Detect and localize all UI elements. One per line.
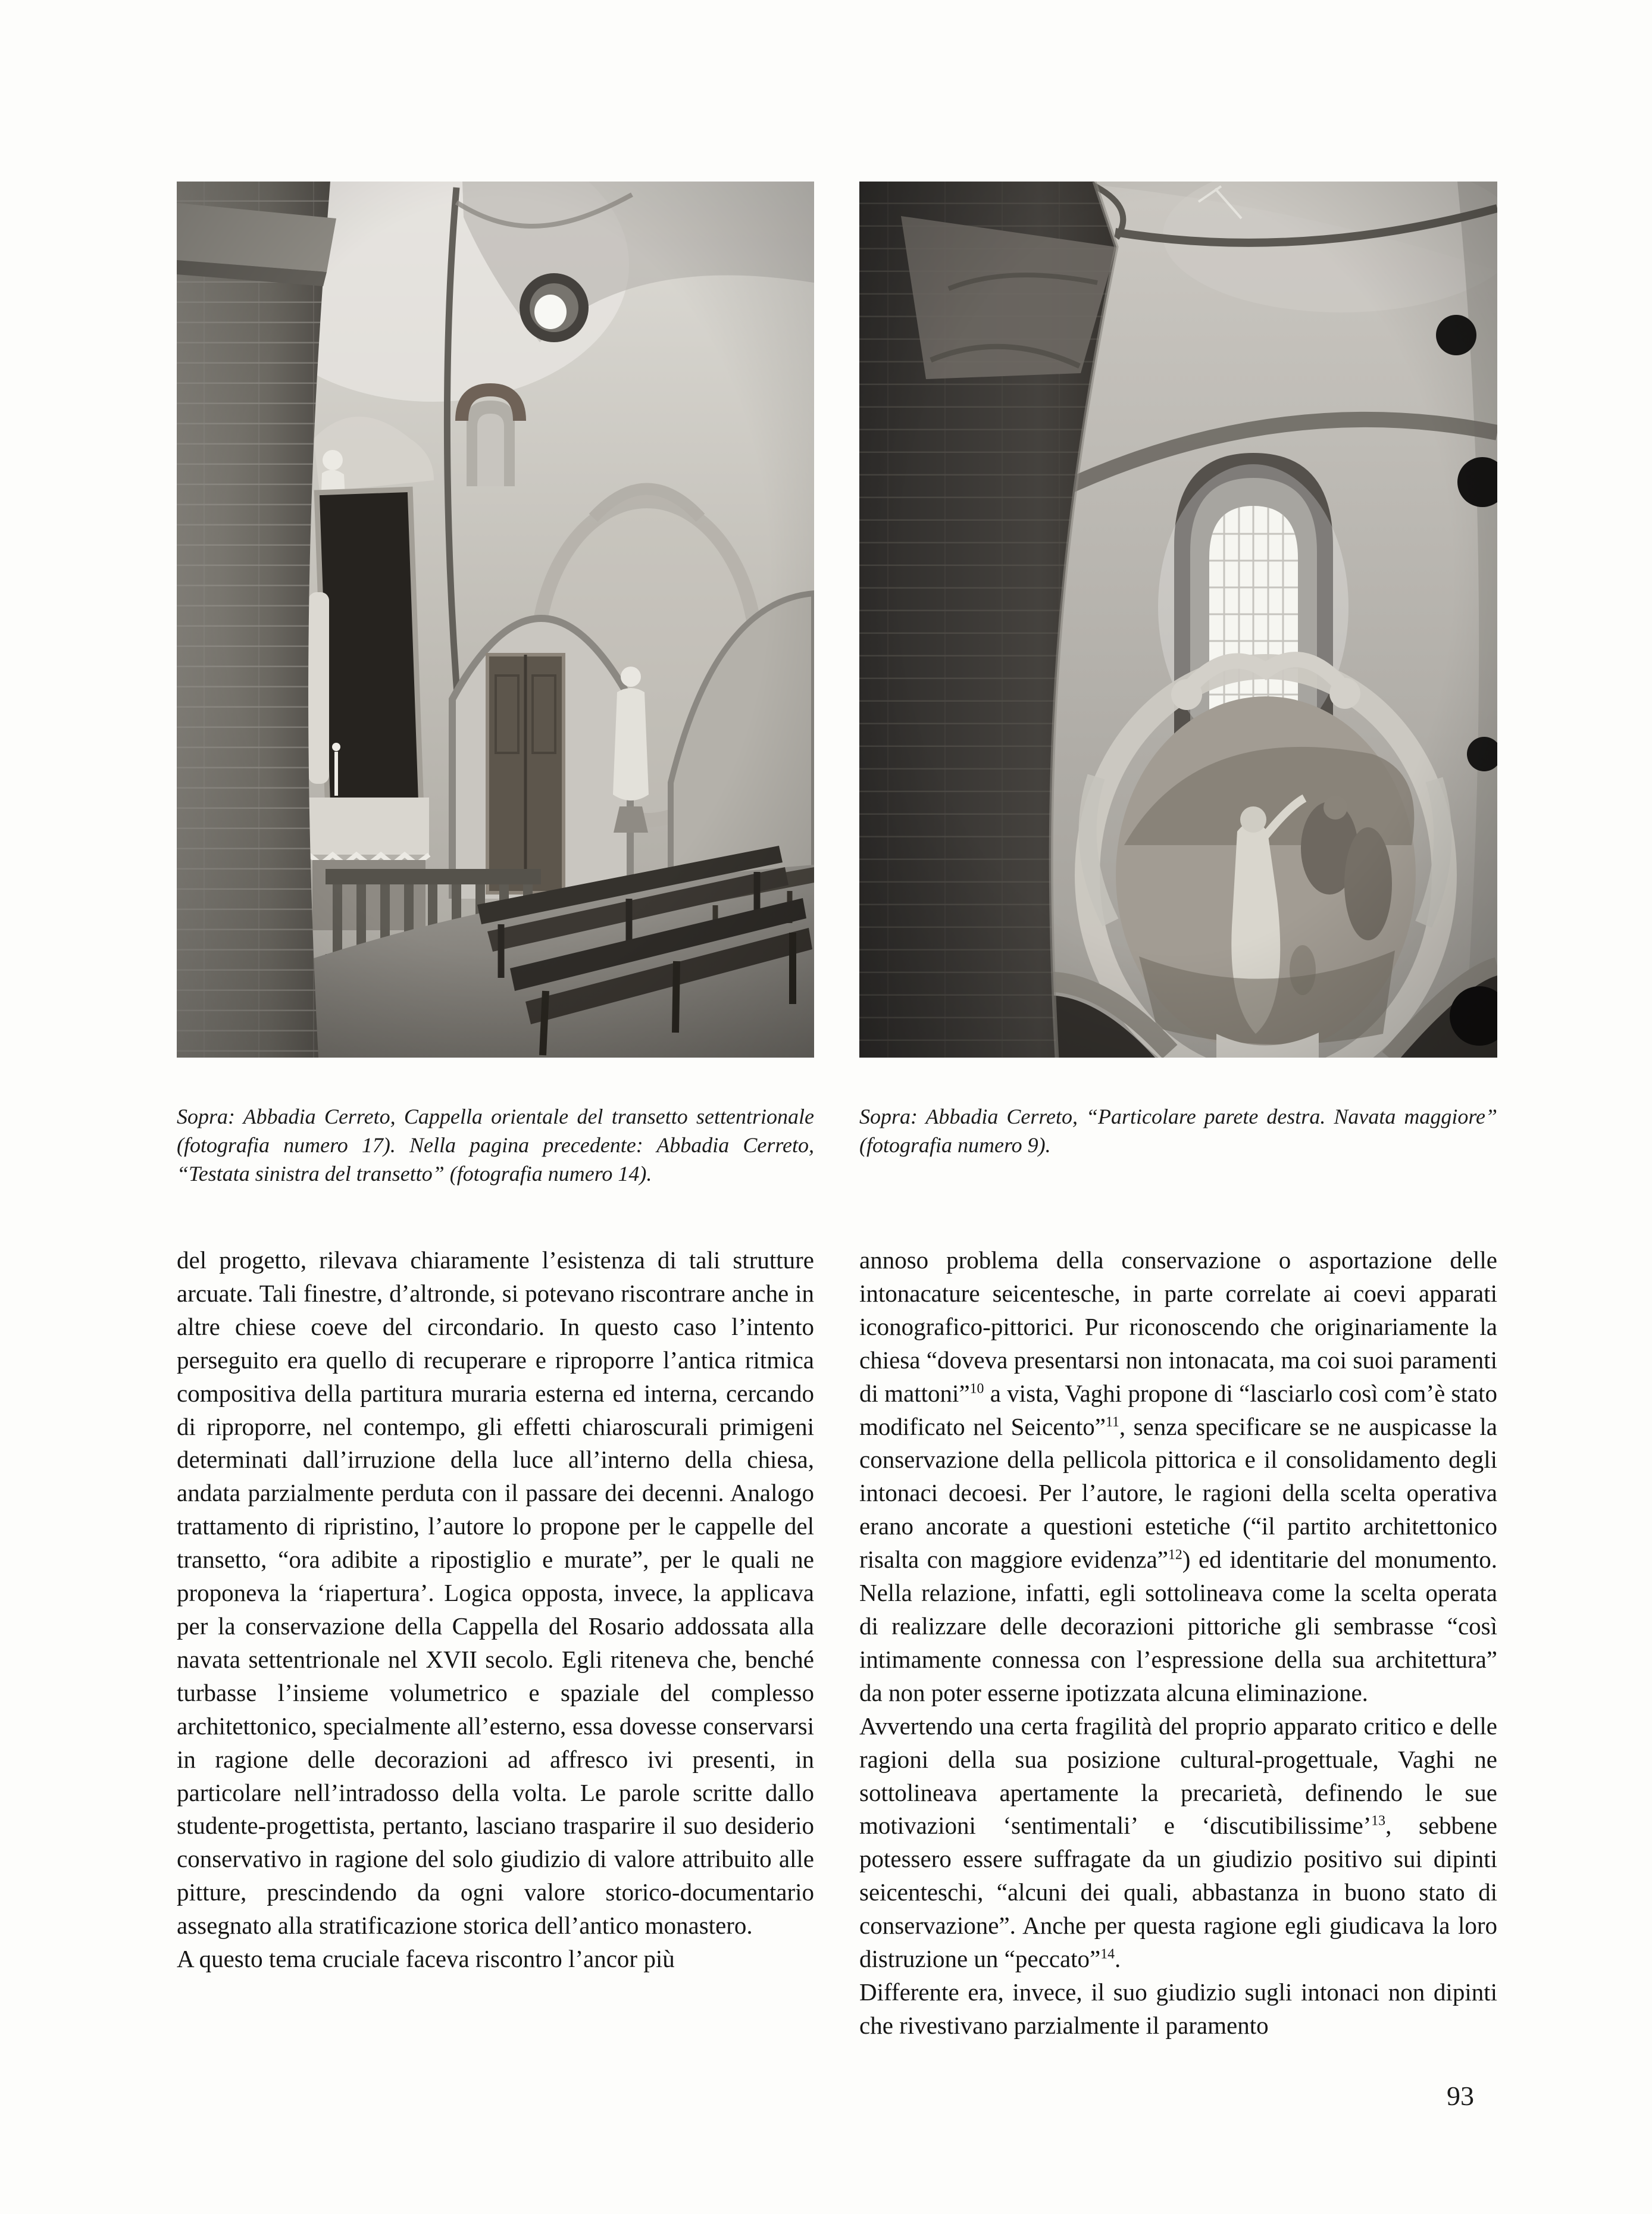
paragraph: A questo tema cruciale faceva riscontro l’ancor più	[177, 1945, 675, 1973]
text-column-left	[177, 1244, 814, 1976]
text-column-right	[859, 1244, 1497, 2043]
paragraph: Differente era, invece, il suo giudizio sugli intonaci non dipinti che rivestivano parzialmente il paramento	[859, 1978, 1497, 2039]
caption-left-photo: Sopra: Abbadia Cerreto, Cappella orientale del transetto settentrionale (fotografia numero 17). Nella pagina precedente: Abbadia Cerreto, “Testata sinistra del transetto” (fotografia numero 14).	[177, 1105, 814, 1186]
paragraph: del progetto, rilevava chiaramente l’esistenza di tali strutture arcuate. Tali finestre, d’altronde, si potevano riscontrare anche in altre chiese coeve del circondario. In questo caso l’intento perseguito era quello di recuperare e riproporre l’antica ritmica compositiva della partitura muraria esterna ed interna, cercando di riproporre, nel contempo, gli effetti chiaroscurali primigeni determinati dall’irruzione della luce all’interno della chiesa, andata parzialmente perduta con il passare dei decenni. Analogo trattamento di ripristino, l’autore lo propone per le cappelle del transetto, “ora adibite a ripostiglio e murate”, per le quali ne proponeva la ‘riapertura’. Logica opposta, invece, la applicava per la conservazione della Cappella del Rosario addossata alla navata settentrionale nel XVII secolo. Egli riteneva che, benché turbasse l’insieme volumetrico e spaziale del complesso architettonico, specialmente all’esterno, essa dovesse conservarsi in ragione delle decorazioni ad affresco ivi presenti, in particolare nell’intradosso della volta. Le parole scritte dallo studente-progettista, pertanto, lasciano trasparire il suo desiderio conservativo in ragione del solo giudizio di valore attribuito alle pitture, prescindendo da ogni valore storico-documentario assegnato alla stratificazione storica dell’antico monastero.	[177, 1246, 814, 1940]
page-number: 93	[1447, 2081, 1474, 2111]
paragraph: annoso problema della conservazione o asportazione delle intonacature seicentesche, in parte correlate ai coevi apparati iconografico-pittorici. Pur riconoscendo che originariamente la chiesa “doveva presentarsi non intonacata, ma coi suoi paramenti di mattoni”$^{10}$ a vista, Vaghi propone di “lasciarlo così com’è stato modificato nel Seicento”$^{11}$, senza specificare se ne auspicasse la conservazione della pellicola pittorica e il consolidamento degli intonaci decoesi. Per l’autore, le ragioni della scelta operativa erano ancorate a questioni estetiche (“il partito architettonico risalta con maggiore evidenza”$^{12}$) ed identitarie del monumento. Nella relazione, infatti, egli sottolineava come la scelta operata di realizzare delle decorazioni pittoriche gli sembrasse “così intimamente connessa con l’espressione della sua architettura” da non poter esserne ipotizzata alcuna eliminazione.	[859, 1246, 1498, 1706]
photo-left-transept-chapel	[177, 182, 814, 1058]
paragraph: Avvertendo una certa fragilità del proprio apparato critico e delle ragioni della sua posizione cultural-progettuale, Vaghi ne sottolineava apertamente la precarietà, definendo le sue motivazioni ‘sentimentali’ e ‘discutibilissime’$^{13}$, sebbene potessero essere suffragate da un giudizio positivo sui dipinti seicenteschi, “alcuni dei quali, abbastanza in buono stato di conservazione”. Anche per questa ragione egli giudicava la loro distruzione un “peccato”$^{14}$.	[859, 1712, 1497, 1973]
photo-right-illustration	[859, 182, 1497, 1058]
photo-left-illustration	[177, 182, 814, 1058]
caption-right-photo: Sopra: Abbadia Cerreto, “Particolare parete destra. Navata maggiore” (fotografia numero 9).	[859, 1105, 1497, 1157]
photo-right-nave-wall	[859, 182, 1497, 1058]
